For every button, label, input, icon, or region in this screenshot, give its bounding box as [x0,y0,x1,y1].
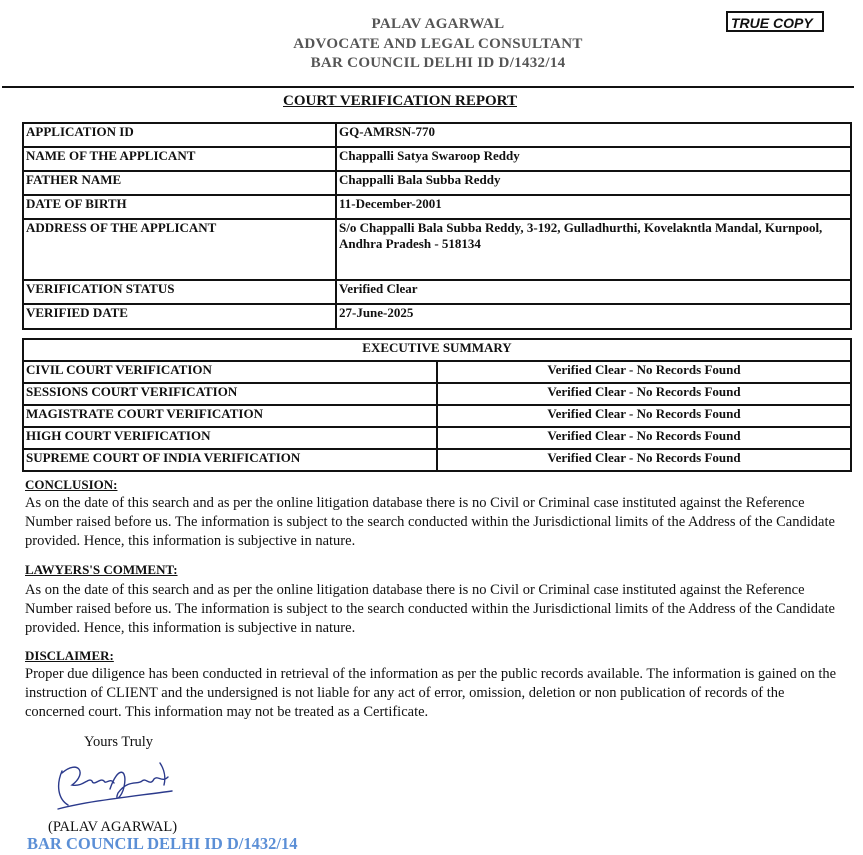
summary-label: HIGH COURT VERIFICATION [23,427,437,449]
lawyers-comment-text: As on the date of this search and as per the online litigation database there is no Civil or Criminal case instituted against the Reference Number raised before us. The information is subject to the search conducted within the Jurisdictional limits of the Address of the Candidate provided. Hence, this information is subjective in nature. [25,582,835,636]
summary-value: Verified Clear - No Records Found [437,405,851,427]
lawyers-comment-heading: LAWYERS'S COMMENT: [25,562,178,577]
header-name: PALAV AGARWAL [371,16,505,32]
header-role: ADVOCATE AND LEGAL CONSULTANT [293,36,583,52]
signatory-name: (PALAV AGARWAL) [48,819,178,835]
table-row [23,171,851,195]
summary-label: CIVIL COURT VERIFICATION [23,361,437,383]
summary-label: SUPREME COURT OF INDIA VERIFICATION [23,449,437,471]
table-row [23,383,851,405]
table-row [23,427,851,449]
report-title: COURT VERIFICATION REPORT [283,93,517,109]
applicant-details-table [22,122,852,330]
detail-label: VERIFICATION STATUS [23,280,336,304]
detail-value: S/o Chappalli Bala Subba Reddy, 3-192, Gulladhurthi, Kovelakntla Mandal, Kurnpool, Andhra Pradesh - 518134 [336,219,851,280]
true-copy-stamp: TRUE COPY [726,11,824,32]
detail-value: 11-December-2001 [336,195,851,219]
header-divider [2,86,854,88]
detail-label: APPLICATION ID [23,123,336,147]
table-row [23,304,851,329]
detail-label: VERIFIED DATE [23,304,336,329]
summary-label: SESSIONS COURT VERIFICATION [23,383,437,405]
detail-label: ADDRESS OF THE APPLICANT [23,219,336,280]
detail-value: Chappalli Bala Subba Reddy [336,171,851,195]
table-header-row [23,339,851,361]
detail-value: 27-June-2025 [336,304,851,329]
signature-image [48,755,178,815]
summary-title: EXECUTIVE SUMMARY [23,339,851,361]
closing-text: Yours Truly [84,734,154,750]
detail-value: GQ-AMRSN-770 [336,123,851,147]
conclusion-heading: CONCLUSION: [25,477,118,492]
detail-value: Verified Clear [336,280,851,304]
summary-label: MAGISTRATE COURT VERIFICATION [23,405,437,427]
conclusion-text: As on the date of this search and as per the online litigation database there is no Civil or Criminal case instituted against the Reference Number raised before us. The information is subject to the search conducted within the Jurisdictional limits of the Address of the Candidate provided. Hence, this information is subjective in nature. [25,495,835,549]
table-row [23,195,851,219]
table-row [23,219,851,280]
header-bar-id: BAR COUNCIL DELHI ID D/1432/14 [310,55,566,71]
executive-summary-table [22,338,852,472]
summary-value: Verified Clear - No Records Found [437,427,851,449]
table-row [23,280,851,304]
detail-value: Chappalli Satya Swaroop Reddy [336,147,851,171]
table-row [23,147,851,171]
summary-value: Verified Clear - No Records Found [437,383,851,405]
summary-value: Verified Clear - No Records Found [437,361,851,383]
table-row [23,449,851,471]
disclaimer-heading: DISCLAIMER: [25,648,114,663]
table-row [23,405,851,427]
table-row [23,361,851,383]
disclaimer-text: Proper due diligence has been conducted in retrieval of the information as per the public records available. The information is gained on the instruction of CLIENT and the undersigned is not liable for any act of error, omission, deletion or non publication of records of the concerned court. This information may not be treated as a Certificate. [25,666,837,720]
detail-label: FATHER NAME [23,171,336,195]
detail-label: NAME OF THE APPLICANT [23,147,336,171]
table-row [23,123,851,147]
signatory-bar-id: BAR COUNCIL DELHI ID D/1432/14 [27,834,298,853]
summary-value: Verified Clear - No Records Found [437,449,851,471]
detail-label: DATE OF BIRTH [23,195,336,219]
